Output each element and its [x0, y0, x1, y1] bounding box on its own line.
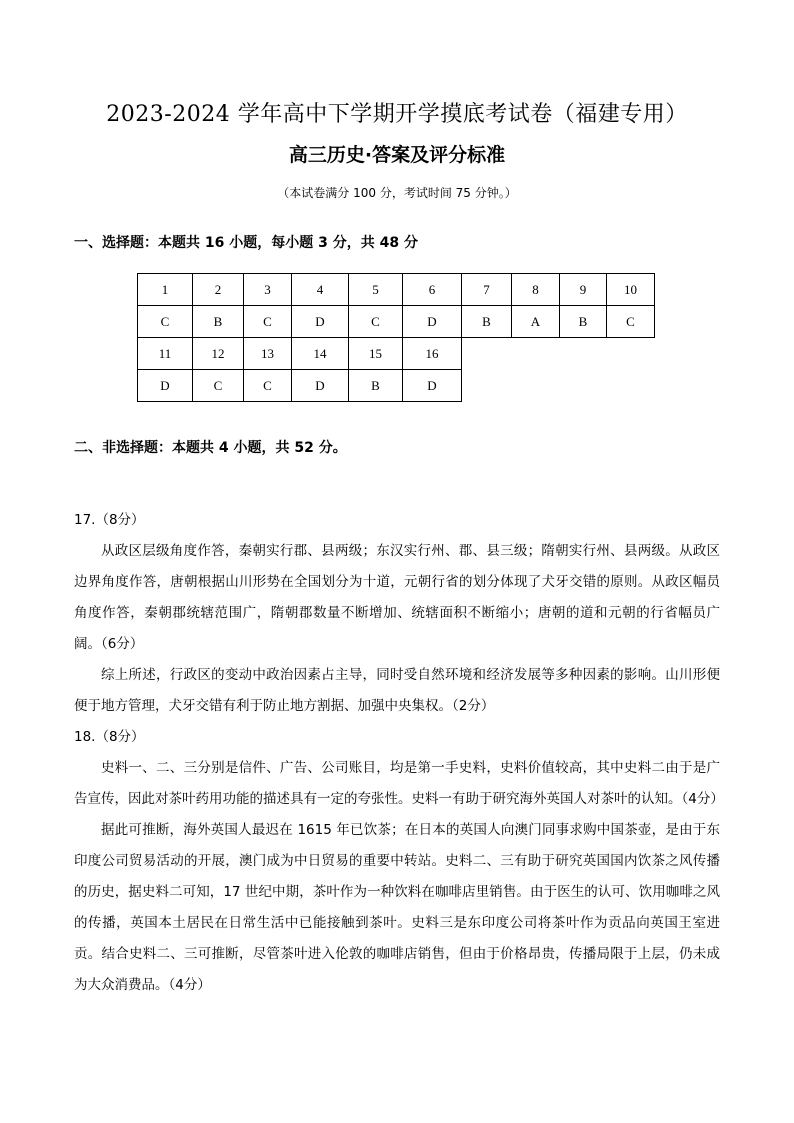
empty-cell — [512, 370, 560, 402]
question-17-paragraph: 综上所述，行政区的变动中政治因素占主导，同时受自然环境和经济发展等多种因素的影响。山川形便便于地方管理，犬牙交错有利于防止地方割据、加强中央集权。（2分） — [74, 667, 720, 714]
answer-cell: A — [512, 306, 560, 338]
question-number-cell: 14 — [292, 338, 349, 370]
exam-note: （本试卷满分 100 分，考试时间 75 分钟。） — [277, 186, 517, 200]
answer-cell: C — [607, 306, 655, 338]
answer-cell: B — [560, 306, 607, 338]
question-number-cell: 2 — [193, 274, 244, 306]
question-number-cell: 15 — [349, 338, 403, 370]
question-number-cell: 4 — [292, 274, 349, 306]
empty-cell — [462, 370, 512, 402]
answer-table-answer-row — [138, 370, 655, 402]
page-subtitle: 高三历史·答案及评分标准 — [288, 144, 506, 166]
page-title: 2023-2024 学年高中下学期开学摸底考试卷（福建专用） — [106, 102, 688, 127]
question-18-label: 18.（8分） — [74, 729, 145, 745]
question-18-paragraph: 史料一、二、三分别是信件、广告、公司账目，均是第一手史料，史料价值较高，其中史料二由于是广告宣传，因此对茶叶药用功能的描述具有一定的夸张性。史料一有助于研究海外英国人对茶叶的认知。（4分） — [74, 760, 724, 807]
answer-cell: B — [349, 370, 403, 402]
answer-cell: D — [403, 306, 462, 338]
empty-cell — [462, 338, 512, 370]
answer-table-answer-row — [138, 306, 655, 338]
question-17-label: 17.（8分） — [74, 512, 145, 528]
answer-cell: D — [292, 306, 349, 338]
answer-table-number-row — [138, 338, 655, 370]
question-number-cell: 5 — [349, 274, 403, 306]
question-number-cell: 12 — [193, 338, 244, 370]
question-number-cell: 7 — [462, 274, 512, 306]
question-number-cell: 16 — [403, 338, 462, 370]
empty-cell — [560, 370, 607, 402]
question-18-paragraph: 据此可推断，海外英国人最迟在 1615 年已饮茶；在日本的英国人向澳门同事求购中国茶壶，是由于东印度公司贸易活动的开展，澳门成为中日贸易的重要中转站。史料二、三有助于研究英国国内饮茶之风传播的历史，据史料二可知，17 世纪中期，茶叶作为一种饮料在咖啡店里销售。由于医生的认可、饮用咖啡之风的传播，英国本土居民在日常生活中已能接触到茶叶。史料三是东印度公司将茶叶作为贡品向英国王室进贡。结合史料二、三可推断，尽管茶叶进入伦敦的咖啡店销售，但由于价格昂贵，传播局限于上层，仍未成为大众消费品。（4分） — [74, 822, 720, 993]
answer-cell: C — [244, 306, 292, 338]
answer-cell: D — [292, 370, 349, 402]
question-number-cell: 10 — [607, 274, 655, 306]
answer-cell: D — [403, 370, 462, 402]
answer-cell: B — [193, 306, 244, 338]
answer-cell: C — [193, 370, 244, 402]
empty-cell — [512, 338, 560, 370]
question-number-cell: 11 — [138, 338, 193, 370]
question-17-paragraph: 从政区层级角度作答，秦朝实行郡、县两级；东汉实行州、郡、县三级；隋朝实行州、县两级。从政区边界角度作答，唐朝根据山川形势在全国划分为十道，元朝行省的划分体现了犬牙交错的原则。从政区幅员角度作答，秦朝郡统辖范围广，隋朝郡数量不断增加、统辖面积不断缩小；唐朝的道和元朝的行省幅员广阔。（6分） — [74, 543, 720, 652]
answer-cell: C — [138, 306, 193, 338]
answer-cell: C — [349, 306, 403, 338]
empty-cell — [607, 338, 655, 370]
section-2-heading: 二、非选择题：本题共 4 小题，共 52 分。 — [74, 440, 347, 456]
question-number-cell: 13 — [244, 338, 292, 370]
question-number-cell: 6 — [403, 274, 462, 306]
answer-cell: C — [244, 370, 292, 402]
answer-table-number-row — [138, 274, 655, 306]
empty-cell — [560, 338, 607, 370]
question-number-cell: 1 — [138, 274, 193, 306]
question-number-cell: 8 — [512, 274, 560, 306]
answer-body — [74, 505, 724, 1001]
answer-cell: D — [138, 370, 193, 402]
answer-table — [137, 273, 655, 402]
question-number-cell: 9 — [560, 274, 607, 306]
section-1-heading: 一、选择题：本题共 16 小题，每小题 3 分，共 48 分 — [74, 235, 418, 251]
answer-cell: B — [462, 306, 512, 338]
question-number-cell: 3 — [244, 274, 292, 306]
empty-cell — [607, 370, 655, 402]
